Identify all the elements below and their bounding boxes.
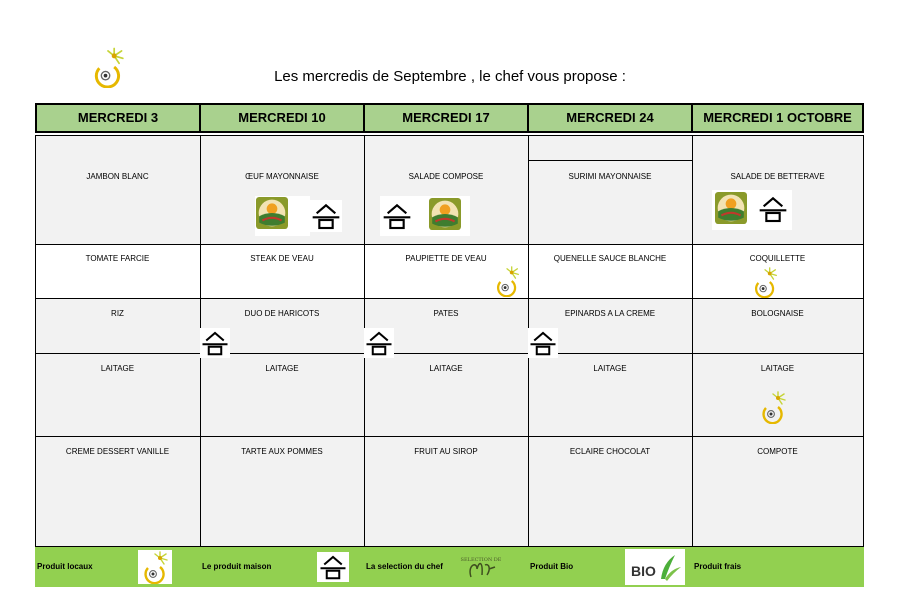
regional-farm-icon <box>256 197 288 229</box>
entree-cell: SURIMI MAYONNAISE <box>568 172 652 181</box>
homemade-icon <box>381 200 413 232</box>
local-product-icon <box>748 266 782 298</box>
plat-cell: PAUPIETTE DE VEAU <box>405 254 487 263</box>
accompagnement-cell: BOLOGNAISE <box>751 309 804 318</box>
legend-maison-label: Le produit maison <box>202 562 272 571</box>
homemade-icon <box>757 193 789 225</box>
regional-farm-icon <box>429 198 461 230</box>
homemade-icon <box>364 328 394 358</box>
day-header: MERCREDI 1 OCTOBRE <box>693 105 862 131</box>
regional-farm-icon <box>715 192 747 224</box>
local-product-icon <box>138 550 172 584</box>
page-title: Les mercredis de Septembre , le chef vous propose : <box>274 68 626 85</box>
legend-bio-label: Produit Bio <box>530 562 574 571</box>
legend-footer <box>35 547 864 587</box>
accompagnement-cell: DUO DE HARICOTS <box>244 309 320 318</box>
accompagnement-cell: PATES <box>433 309 459 318</box>
homemade-icon <box>200 328 230 358</box>
laitage-cell: LAITAGE <box>265 364 299 373</box>
entree-cell: SALADE COMPOSE <box>408 172 484 181</box>
accompagnement-cell: RIZ <box>111 309 124 318</box>
homemade-icon <box>528 328 558 358</box>
dessert-cell: TARTE AUX POMMES <box>241 447 323 456</box>
accompagnement-cell: EPINARDS A LA CREME <box>564 309 656 318</box>
plat-cell: COQUILLETTE <box>749 254 806 263</box>
day-header: MERCREDI 3 <box>37 105 199 131</box>
day-header: MERCREDI 10 <box>201 105 363 131</box>
day-header-row <box>35 103 864 133</box>
entree-cell: SALADE DE BETTERAVE <box>730 172 825 181</box>
plat-cell: STEAK DE VEAU <box>250 254 314 263</box>
day-header: MERCREDI 17 <box>365 105 527 131</box>
plat-cell: QUENELLE SAUCE BLANCHE <box>553 254 667 263</box>
plat-cell: TOMATE FARCIE <box>85 254 150 263</box>
day-header: MERCREDI 24 <box>529 105 691 131</box>
laitage-cell: LAITAGE <box>100 364 135 373</box>
entree-cell: ŒUF MAYONNAISE <box>245 172 319 181</box>
laitage-cell: LAITAGE <box>593 364 627 373</box>
entree-cell: JAMBON BLANC <box>86 172 149 181</box>
chef-selection-icon <box>460 551 502 583</box>
legend-frais-label: Produit frais <box>694 562 742 571</box>
legend-local-label: Produit locaux <box>37 562 93 571</box>
svg-text:SELECTION DE: SELECTION DE <box>460 557 502 563</box>
dessert-cell: COMPOTE <box>757 447 798 456</box>
bio-logo-text: BIO <box>631 563 656 579</box>
local-product-icon <box>490 265 524 297</box>
bio-leaf-icon <box>625 549 685 585</box>
legend-selection-label: La selection du chef <box>366 562 443 571</box>
laitage-cell: LAITAGE <box>429 364 463 373</box>
local-product-logo-icon <box>88 46 128 88</box>
dessert-cell: ECLAIRE CHOCOLAT <box>569 447 651 456</box>
laitage-cell: LAITAGE <box>760 364 795 373</box>
dessert-cell: FRUIT AU SIROP <box>414 447 478 456</box>
homemade-icon <box>310 200 342 232</box>
homemade-icon <box>317 552 349 582</box>
dessert-cell: CREME DESSERT VANILLE <box>65 447 170 456</box>
local-product-icon <box>756 390 790 424</box>
